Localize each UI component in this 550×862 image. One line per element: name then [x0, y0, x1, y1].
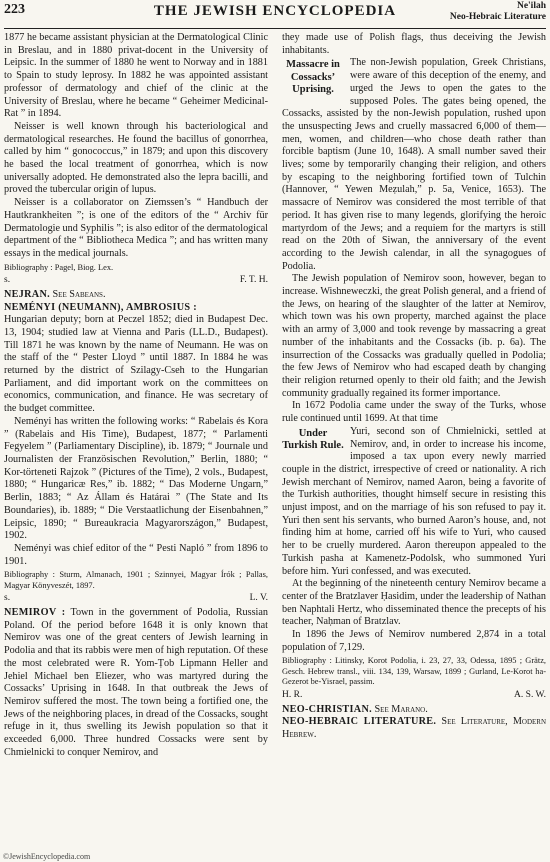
entry-neo-christian [282, 704, 546, 717]
nemenyi-paragraph: Neményi was chief editor of the “ Pesti Napló ” from 1896 to 1901. [4, 542, 268, 567]
section-last-entry: Neo-Hebraic Literature [449, 12, 546, 22]
right-column [282, 32, 546, 742]
nemenyi-paragraph: Hungarian deputy; born at Peczel 1852; died in Budapest Dec. 13, 1904; studied law at Vienna and Paris (LL.D., Budapest). Till 1871 he was known by the name of Neumann. He was on the staff of the “ Pester Lloyd ” until 1887. In 1884 he was returned by the district of Szilagy-Cseh to the Hungarian Parliament, and did important work on the committees on economics, communication, and finance. He was secretary of the budget committee. [4, 314, 268, 415]
nemirov-paragraph: At the beginning of the nineteenth century Nemirov became a center of the Bratzlaver Ḥasidim, under the leadership of Nathan ben Naphtali Hertz, who disseminated thence the precepts of his teacher, Naḥman of Bratzlav. [282, 578, 546, 628]
signature-code: s. [4, 275, 11, 286]
bibliography: Bibliography : Sturm, Almanach, 1901 ; Szinnyei, Magyar Írók ; Pallas, Magyar Könyveszét, 1897. [4, 570, 268, 590]
page-number: 223 [4, 2, 25, 17]
page-header [4, 0, 546, 29]
bibliography: Bibliography : Pagel, Biog. Lex. [4, 262, 114, 272]
nemenyi-paragraph: Neményi has written the following works: “ Rabelais és Kora ” (Rabelais and His Time), Budapest, 1877; “ Parlamenti Fegyelem ” (Parliamentary Discipline), ib. 1879; “ Journale und Journalisten der Französischen Revolution,” Berlin, 1880; “ Kor-törteneti Rajzok ” (Pictures of the Time), 2 vols., Budapest, 1880; “ Hungaricæ Res,” ib. 1882; “ Das Moderne Ungarn,” Berlin, 1883; “ Az Állam és Határai ” (The State and Its Boundaries), ib. 1889; “ Die Verstaatlichung der Eisenbahnen,” Leipsic, 1890; “ Bureaukracia Magyarországon,” Budapest, 1902. [4, 415, 268, 542]
signature-code: H. R. [282, 689, 303, 700]
signature-line [4, 592, 268, 605]
signature-code: s. [4, 593, 11, 604]
entry-heading: NEJRAN. [4, 288, 50, 300]
nemirov-paragraph: The Jewish population of Nemirov soon, however, began to increase. Wishneweczki, the great Polish general, and a friend of the Jews, on hearing of the slaughter of the latter at Nemirov, which town was his own property, marched against the place with an army of 3,000 and took revenge by massacring a great number of the inhabitants and the Cossacks (ib. p. 6a). The insurrection of the Cossacks was gradually quelled in Podolia; the few Jews of Nemirov who had escaped death by changing their religion returned openly to their old faith; and the Jewish community gradually regained its former importance. [282, 273, 546, 399]
signature-line [4, 274, 268, 287]
cross-reference-link[interactable]: See Literature, Modern Hebrew. [282, 716, 547, 741]
bibliography: Bibliography : Litinsky, Korot Podolia, i. 23, 27, 33, Odessa, 1895 ; Grätz, Gesch. Hebrew transl., viii. 134, 139, Warsaw, 1899 ; Gurland, Le-Korot ha-Gezerot be-Yisrael, passim. [282, 656, 546, 687]
signature-line [282, 689, 546, 702]
nemirov-paragraph: Yuri, second son of Chmielnicki, settled at Nemirov, and, in order to increase his income, imposed a tax upon every newly married couple in the district, irrespective of creed or nationality. A rich Jewish merchant of Nemirov, named Aaron, being a favorite of the Turkish authorities, thought himself secure in resisting this unjust impost, and on the marriage of his son refused to pay it. Yuri then sent his servants, who burned Aaron’s house, and, not finding him at home, carried off his wife to Yuri, who caused her to be cruelly murdered. Aaron thereupon appealed to the Turkish pasha at Kamenetz-Podolsk, who summoned Yuri before him. Yuri confessed, and was executed. [282, 425, 546, 577]
sidenote: Under Turkish Rule. [282, 427, 344, 452]
neisser-paragraph: 1877 he became assistant physician at the Dermatological Clinic in Breslau, and in 1880 privat-docent in the University of Leipsic. In the summer of 1880 he went to Norway and in 1881 to Spain to study leprosy. In 1882 he was appointed assistant professor of dermatology and chief of the clinic at the University of Breslau, where he became “ Geheimer Medicinal-Rat ” in 1894. [4, 32, 268, 120]
sidenote: Massacre in Cossacks’ Uprising. [286, 59, 340, 96]
entry-heading-nemenyi [4, 302, 268, 315]
copyright-footer: ©JewishEncyclopedia.com [3, 852, 91, 861]
neisser-paragraph: Neisser is a collaborator on Ziemssen’s “ Handbuch der Hautkrankheiten ”; is one of the editors of the “ Archiv für Dermatologie und Syphilis ”; is also editor of the dermatological department of the “ Bibliotheca Medica ”; and has written many essays in the medical journals. [4, 197, 268, 259]
nemirov-paragraph: they made use of Polish flags, thus deceiving the Jewish inhabitants. [282, 32, 546, 56]
neisser-paragraph: Neisser is well known through his bacteriological and dermatological researches. He found the bacillus of gonorrhea, called by him “ gonococcus,” in 1879; and upon this discovery he based the local treatment of gonorrhea, which is now universally adopted. He demonstrated also the lepra bacilli, and proved the tubercular origin of lupus. [4, 120, 268, 196]
entry-heading: NEMÉNYI (NEUMANN), AMBROSIUS : [4, 301, 197, 313]
left-column [4, 32, 268, 759]
nemirov-paragraph: The non-Jewish population, Greek Christians, were aware of this deception of the enemy, and urged the Jews to open the gates to the supposed Poles. The gates being opened, the Cossacks, assisted by the non-Jewish population, rushed upon the unsuspecting Jews and cruelly massacred 6,000 of them—men, women, and children—who chose death rather than forcible baptism (June 10, 1648). A small number saved their lives; some by temporarily changing their religion, and others by escaping to the neighboring fortified town of Tulchin (Hannover, “ Yewen Meẓulah,” p. 5a, Venice, 1653). The massacre of Nemirov was considered the most terrible of that period. It has given rise to many legends, glorifying the heroic martyrdom of the Jews; and a requiem for the martyrs is still read on the 20th of Siwan, the anniversary of the event according to the Jewish calendar, in all the synagogues of Podolia. [282, 57, 546, 272]
entry-nemirov [4, 607, 268, 759]
signature-author: L. V. [249, 593, 268, 604]
entry-heading: NEMIROV : [4, 607, 66, 619]
entry-nejran [4, 289, 268, 302]
signature-author: F. T. H. [239, 275, 268, 286]
running-title: THE JEWISH ENCYCLOPEDIA [153, 3, 397, 19]
entry-heading: NEO-CHRISTIAN. [282, 703, 372, 715]
section-first-entry: Ne'ilah [516, 1, 546, 11]
cross-reference-link[interactable]: See Sabeans. [52, 288, 106, 300]
signature-author: A. S. W. [514, 689, 546, 700]
entry-heading: NEO-HEBRAIC LITERATURE. [282, 716, 437, 728]
nemirov-paragraph: In 1672 Podolia came under the sway of the Turks, whose rule continued until 1699. At that time [282, 400, 546, 425]
entry-neo-hebraic-literature [282, 716, 546, 741]
nemirov-paragraph: Town in the government of Podolia, Russian Poland. Of the period before 1648 it is only known that Nemirov was one of the great centers of Jewish learning in Podolia and that its rabbis were men of high reputation. Of these the most celebrated were R. Yom-Ṭob Lipmann Heller and Jehiel Michael ben Eliezer, who was martyred during the Cossacks’ Uprising in 1648. In that outbreak the Jews of Nemirov suffered the most. The town being a fortified one, the Jews of the neighboring places, in dread of the Cossacks, sought refuge in it, thus swelling its Jewish population so that it exceeded 6,000. Three hundred Cossacks were sent by Chmielnicki to conquer Nemirov, and [4, 607, 268, 758]
section-range [450, 1, 546, 23]
nemirov-paragraph: In 1896 the Jews of Nemirov numbered 2,874 in a total population of 7,129. [282, 629, 546, 653]
cross-reference-link[interactable]: See Marano. [374, 703, 428, 715]
